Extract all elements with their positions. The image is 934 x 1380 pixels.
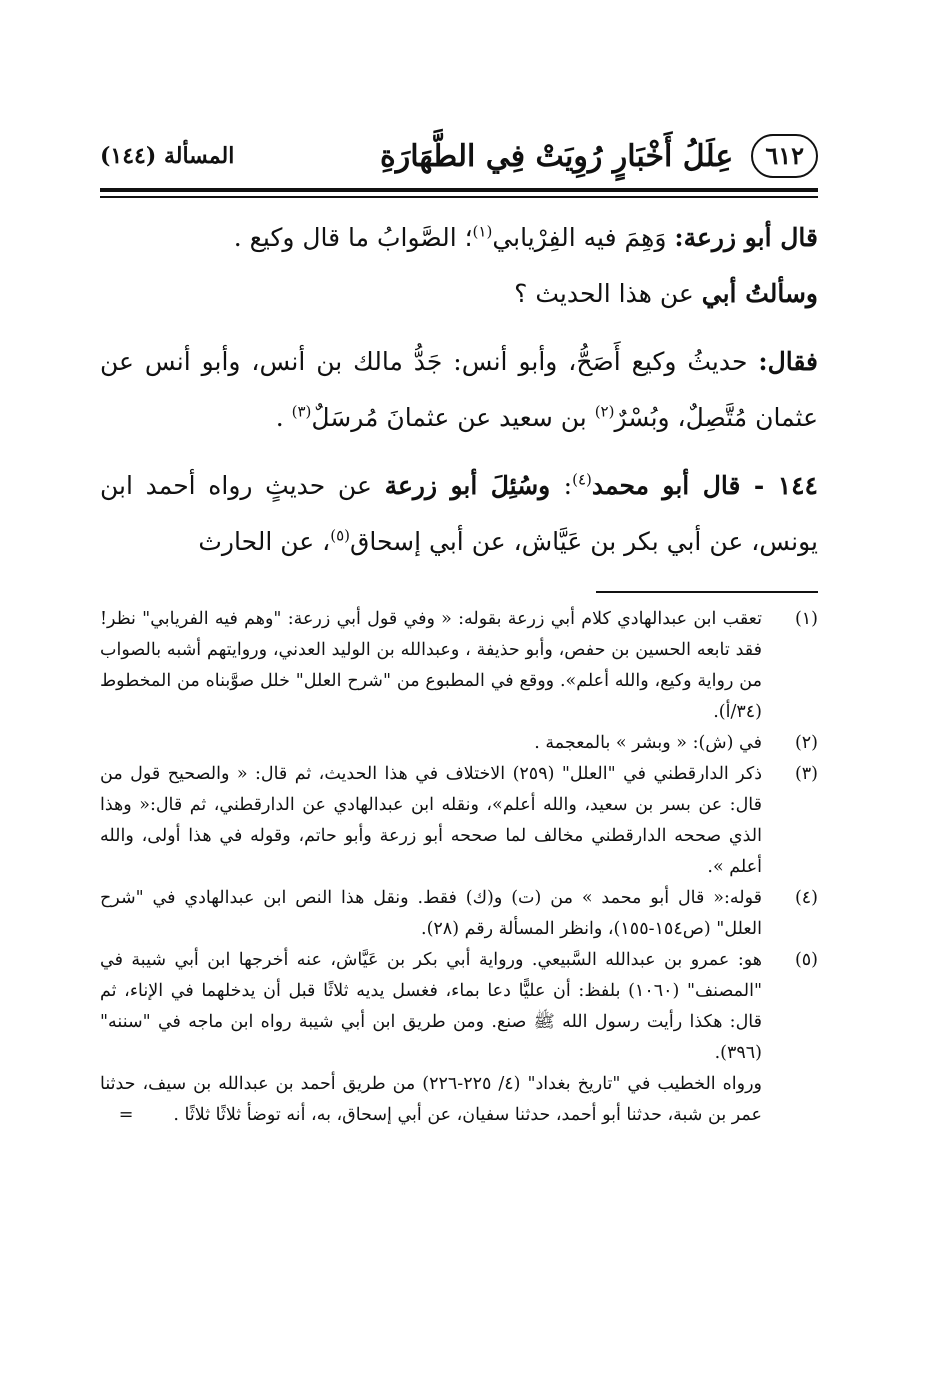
footnote-continuation-text: ورواه الخطيب في "تاريخ بغداد" (٤/ ٢٢٥-٢٢٦) من طريق أحمد بن عبدالله بن سيف، حدثنا عمر بن شبة، حدثنا أبو أحمد، حدثنا سفيان، عن أبي إسحاق، به، أنه توضأ ثلاثًا ثلاثًا . [100, 1074, 762, 1125]
question-lead: وسألتُ أبي [701, 279, 818, 308]
footnote-text: هو: عمرو بن عبدالله السَّبيعي. ورواية أبي بكر بن عَيَّاش، عنه أخرجها ابن أبي شيبة في "المصنف" (١٠٦٠) بلفظ: أن عليًّا دعا بماء، فغسل يديه ثلاثًا قبل أن يدخلهما في الإناء، ثم قال: هكذا رأيت رسول الله ﷺ صنع. ومن طريق ابن أبي شيبة رواه ابن ماجه في "سننه" (٣٩٦). [100, 950, 762, 1063]
footnote-1 [100, 604, 818, 728]
footnote-number: (٢) [794, 733, 818, 753]
footnote-ref-4[interactable]: (٤) [572, 470, 592, 489]
continuation-mark: = [118, 1105, 134, 1125]
footnote-ref-5[interactable]: (٥) [330, 526, 351, 545]
text-segment: ، عن الحارث [198, 527, 331, 556]
issue-number-lead: ١٤٤ - قال أبو محمد [591, 471, 818, 500]
paragraph-4 [100, 458, 818, 570]
footnote-3 [100, 759, 818, 883]
footnote-text: تعقب ابن عبدالهادي كلام أبي زرعة بقوله: « وفي قول أبي زرعة: "وهم فيه الفريابي" نظر! فقد تابعه الحسين بن حفص، وأبو حذيفة ، وعبدالله بن الوليد العدني، وروايتهم أشبه بالصواب من رواية وكيع، والله أعلم». ووقع في المطبوع من "شرح العلل" خلل صوَّبناه من المخطوط (٣٤/أ). [100, 609, 762, 722]
text-segment: عن حديثٍ رواه أحمد ابن يونس، عن أبي بكر بن عَيَّاش، عن أبي إسحاق [100, 471, 818, 556]
text-segment: ؛ الصَّوابُ ما قال وكيع . [233, 223, 473, 252]
footnotes [100, 604, 818, 1131]
footnote-ref-3[interactable]: (٣) [291, 402, 312, 421]
footnote-number: (٣) [794, 764, 818, 784]
footnote-text: ذكر الدارقطني في "العلل" (٢٥٩) الاختلاف في هذا الحديث، ثم قال: « والصحيح قول من قال: عن بسر بن سعيد، والله أعلم»، ونقله ابن عبدالهادي عن الدارقطني، ثم قال:« وهذا الذي صححه الدارقطني مخالف لما صححه أبو زرعة وأبو حاتم، وقوله في هذا أولى، والله أعلم ». [100, 764, 762, 877]
section-label: المسألة (١٤٤) [100, 143, 235, 169]
main-text [100, 210, 818, 570]
footnote-5 [100, 945, 818, 1069]
footnote-5-continuation [100, 1069, 818, 1131]
footnote-text: في (ش): « وبشر » بالمعجمة . [534, 733, 762, 753]
header-title-group [380, 134, 818, 178]
footnote-number: (١) [794, 609, 818, 629]
text-segment: بن سعيد عن عثمانَ مُرسَلٌ [311, 403, 595, 432]
text-segment: : [563, 471, 573, 500]
footnote-number: (٤) [794, 888, 818, 908]
footnote-text: قوله:« قال أبو محمد » من (ت) و(ك) فقط. ونقل هذا النص ابن عبدالهادي في "شرح العلل" (ص١٥٤-١٥٥)، وانظر المسألة رقم (٢٨). [100, 888, 762, 939]
footnote-ref-2[interactable]: (٢) [594, 402, 615, 421]
footnote-number: (٥) [794, 950, 818, 970]
book-title: عِلَلُ أَخْبَارٍ رُوِيَتْ فِي الطَّهَارَةِ [380, 138, 734, 174]
paragraph-1 [100, 210, 818, 266]
speaker-abu-zura: قال أبو زرعة: [674, 223, 818, 252]
footnote-ref-1[interactable]: (١) [472, 222, 493, 241]
text-segment: عن هذا الحديث ؟ [514, 279, 702, 308]
text-segment: حديثُ وكيع أَصَحُّ، وأبو أنس: جَدُّ مالك بن أنس، وأبو أنس عن عثمان مُتَّصِلٌ، وبُسْرٌ [100, 347, 818, 432]
page-header [100, 130, 818, 182]
footnote-4 [100, 883, 818, 945]
answer-lead: فقال: [758, 347, 818, 376]
footnote-separator [596, 591, 818, 593]
page-number: ٦١٢ [751, 134, 818, 178]
text-segment: . [275, 403, 292, 432]
header-rule-thin [100, 196, 818, 198]
footnote-2 [100, 728, 818, 759]
paragraph-3 [100, 334, 818, 446]
question-lead-2: وسُئِلَ أبو زرعة [384, 471, 564, 500]
paragraph-2 [100, 266, 818, 322]
header-rule-thick [100, 188, 818, 192]
text-segment: وَهِمَ فيه الفِرْيابي [492, 223, 675, 252]
